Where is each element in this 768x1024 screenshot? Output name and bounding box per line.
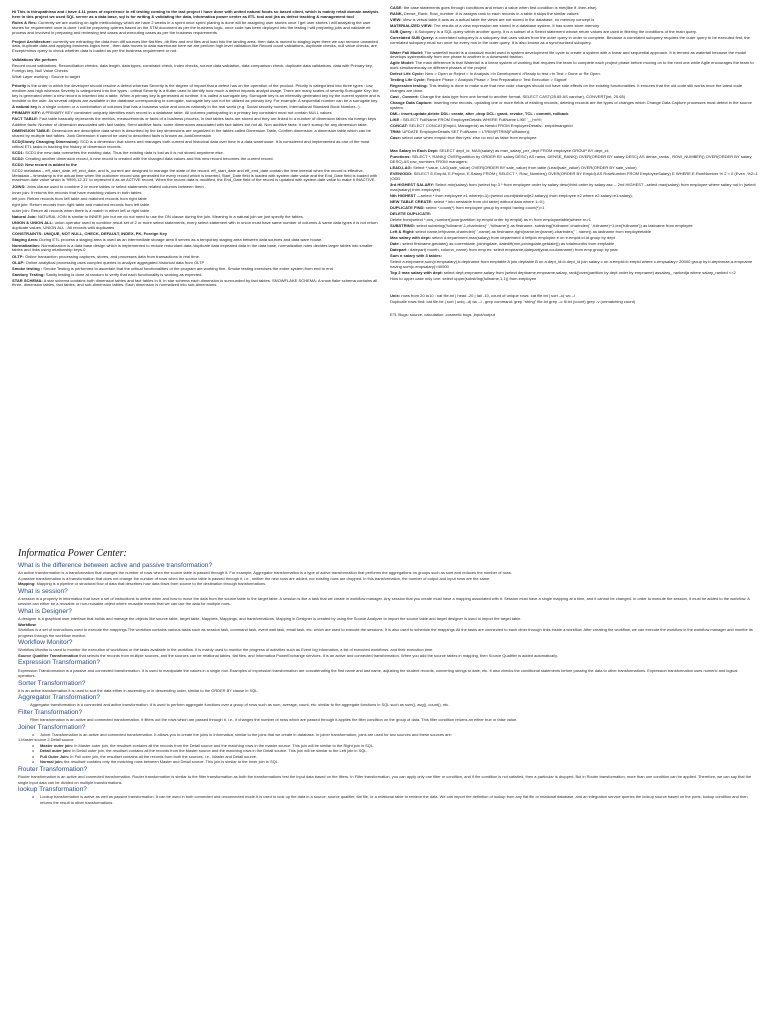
paragraph <box>390 183 758 193</box>
list-item <box>40 732 753 738</box>
paragraph-heading: Smoke testing : <box>12 265 43 271</box>
list-item-text: the resultset contains only the matching rows between Master and Detail source. This join is similar to the inner join in SQL. <box>62 759 279 765</box>
paragraph <box>12 129 380 139</box>
paragraph-text: select *,count(*) from employee group by empid having count(*)>1 <box>425 205 545 211</box>
paragraph-text: select * into newtable from old table( without data where 1=0;) <box>433 199 545 204</box>
paragraph-text: —select * from employee e1 where(n-1)=(select count(distinct(e2.salary)) from employee e2 where e2.salary>e1.salary); <box>416 192 633 198</box>
paragraph-heading: STAR SCHEMA: <box>12 277 43 283</box>
paragraph-heading: DELETE DUPLICATE: <box>390 211 432 217</box>
question-heading: Joiner Transformation? <box>18 723 86 731</box>
paragraph-heading: OLTP: <box>12 253 24 259</box>
paragraph <box>390 206 758 211</box>
paragraph-heading: Functions: <box>390 154 411 160</box>
paragraph-text: UPDATE EmployeeDetails SET FullName = LTRIM(RTRIM(FullName)); <box>402 129 531 135</box>
list-item-heading: Master outer join: <box>40 742 74 748</box>
paragraph <box>12 75 380 80</box>
paragraph-heading: LEAD,LAG: <box>390 165 413 171</box>
paragraph-text: Record count validations, Reconciliation checks, data length, data types, constraint check, index checks, source data validation, data comparison check, duplicate data validations, data with Primary key, Foreign key, Null Value Checks <box>12 63 373 74</box>
paragraph-heading: Roles & Res: <box>12 19 37 25</box>
question-heading: Expression Transformation? <box>18 659 101 667</box>
paragraph-text: Creating another dimension record, A new record is created with the changed data values and this new record becomes the current record. <box>25 155 274 161</box>
paragraph <box>18 581 753 587</box>
paragraph-text: New > Open or Reject > In Analysis >In Development >Ready to test >In Test > Done or Re Open. <box>425 71 601 77</box>
paragraph-heading: Defect Life Cycle: <box>390 71 424 77</box>
paragraph <box>390 248 758 253</box>
paragraph <box>390 61 758 71</box>
paragraph-text: View is virtual table it acts as a actual table the views are not stored in the database, no memory concept is <box>402 17 595 23</box>
list-item-text: In Detail outer join, the resultset contains all the records from the Master source and the matching rows in the Detail source. This join will be similar to the Left join in SQL. <box>71 748 368 754</box>
paragraph-heading: Max salary with dept: <box>390 235 431 241</box>
informatica-body <box>18 562 753 805</box>
paragraph-heading: PRIMARY KEY: <box>12 109 41 115</box>
paragraph-heading: Staging Area: <box>12 236 39 242</box>
paragraph <box>12 21 380 36</box>
paragraph: A passive transformation is a transformation that does not change the number of rows when the source table is passed through it, i.e., neither the new rows are added, nor existing rows are dropped. In this transformation, the number of output and input rows are the same. <box>18 575 491 581</box>
paragraph <box>390 36 758 46</box>
paragraph <box>390 51 758 61</box>
list-item-text: Lookup transformation is active as well as passive transformation. It can be used in both connected and unconnected mode.It is used to look up the data in a source, source qualifier, flat file, or a relational table to retrieve the data. We can import the definition of lookup from any flat file or relational database, and an integration service queries the lookup source based on the ports, lookup condition and then returns the result to other transformations. <box>40 794 748 805</box>
paragraph-text: NATURAL JOIN is similar to INNER join but we do not need to use the ON clause during the join. Meaning in a natural join we just specify the tables. <box>37 213 304 219</box>
paragraph <box>390 313 758 318</box>
paragraph-text: Joins clause used to combine 2 or more tables or select statements related columns between them . <box>26 183 206 189</box>
list-item-heading: Normal join: <box>40 759 63 765</box>
paragraph-text: Inner join: It returns the records that have matching values in both tables <box>12 189 142 195</box>
paragraph: A designer is a graphical user interface that builds and manage the objects like source table, target table, Mapplets, Mappings, and transformations. Mapping in Designer is created by using the Source Analyzer to import the source table and target designer is used to import the target table. <box>18 616 522 622</box>
paragraph: Workflow Monitor is used to monitor the execution of workflows or the tasks available in the workflow. It is mainly used to monitor the progress of activities such as Event log information, a list of executed workflows, and their execution time. <box>18 647 434 653</box>
paragraph-text: select name,left(name,charindex(' ',name) as firstname,right(name,len(name)-charindex(' ', name)) as lastname from employeetable <box>415 229 652 235</box>
paragraph-text: SCD is a dimension that stores and manages both current and historical data over time in a data warehouse. It is considered and implemented as one of the most critical ETL tasks in tracking the history of dimension records. <box>12 138 370 149</box>
paragraph-heading: SCD2: New record is added to the <box>12 161 77 167</box>
paragraph-text: select d.department,max(salary) from department d leftjoin employee e on e.empid=d.id group by dept <box>432 235 615 241</box>
paragraph-heading: FACT TABLE: <box>12 115 39 121</box>
paragraph-heading: UNION & UNION ALL: <box>12 219 54 225</box>
paragraph <box>12 279 380 289</box>
paragraph-text: Require Phase > Analysis Phase > Test Preparation> Test Execution > Signoff <box>426 77 567 83</box>
paragraph-heading: JOINS: <box>12 183 26 189</box>
question-heading: Sorter Transformation? <box>18 679 86 687</box>
paragraph-text: SCD1 the new data overwrites the existing data. Thus the existing data is lost as it is not stored anywhere else. <box>25 149 224 155</box>
paragraph-text: union operator used to combine result set of 2 or more select statements, every select statement with in union must have same number of columns & same data types it is not return duplicate values, UNION ALL : All records with duplicates <box>12 219 378 230</box>
paragraph-heading: Agile Model: <box>390 60 415 66</box>
paragraph-text: SELECT FullName FROM EmployeeDetails WHERE FullName LIKE '__hn%'; <box>402 117 543 123</box>
paragraph-heading: Date : <box>390 241 402 247</box>
paragraph-text: SELECT dept_id, MAX(salary) as max_salary_per_dept FROM employee GROUP BY dept_id; <box>439 148 609 154</box>
paragraph-text: the case statements goes through conditions and return a value when first condition is met(like if -then-else) <box>403 6 597 10</box>
bullet-list <box>18 794 753 805</box>
paragraph <box>12 244 380 254</box>
paragraph-heading: CONCAT: <box>390 123 408 129</box>
paragraph-heading: Change Data Capture: <box>390 100 433 106</box>
paragraph-text: SELECT *, RANK() OVER(partition by ORDER BY salary DESC) AS ranks, DENSE_RANK() OVER(ORDER BY salary DESC) AS dense_ranks , ROW_NUMBER() OVER(ORDER BY salary DESC) AS row_numbers FROM managers; <box>390 154 752 165</box>
paragraph: An active transformation is a transformation that changes the number of rows when the source table is passed through it. For example, Aggregator transformation is a type of active transformation that performs the aggregations on groups such as sum and reduces the number of rows. <box>18 570 512 576</box>
paragraph-heading: RANK, <box>390 11 403 17</box>
paragraph-heading: Max Salary in Each Dept: <box>390 148 439 154</box>
paragraph-text: Online analytical processing uses complex queries to analyze aggregated historical data from OLTP <box>25 259 205 265</box>
paragraph-text: Smoke Testing is performed to ascertain that the critical functionalities of the program are working fine. Smoke testing exercises the entire system from end to end <box>43 265 333 271</box>
paragraph-text: Select a.empname,sum(c.empsalary),b.deptname from emptable A join deptable B on a.dept_id=b.dept_id join salary c on a.empid=b.empid where c.empsalary> 20000 group by b.deptnmae,a.empname having sum(c.empsalary)>40000 <box>390 259 753 270</box>
paragraph-heading: CONSTRAINTS: UNIQUE, NOT NULL, CHECK, DEFAULT, INDEX, PK, Foreign Key <box>12 230 168 236</box>
paragraph-text: Select *,value, LAG(sale_value) OVER(ORDER BY sale_value) from table (Lead(sale_value) OVER(ORDER BY sale_value) <box>413 165 637 171</box>
paragraph <box>18 653 753 659</box>
paragraph-text: select firstname,getdate() as currentdate ,joiningdate, datediff(mm,joiningdate,getdate()) as totalmonths from emptable <box>402 241 615 247</box>
paragraph-text: outer join: Return all records when there is a match in either left or right table <box>12 207 150 213</box>
paragraph <box>12 40 380 55</box>
paragraph-text: select substring('fullname',1,charindex(' ','fullname')) as firstname, substring('fullname',charindex(' ',fullname)+1,len('fullname')) as lastname from employee <box>416 223 693 229</box>
paragraph-heading: Left & Right: <box>390 229 415 235</box>
paragraph-text: currently we extracting the data from diff sources like flat files ,db files and xml files and load into the landing area, then data is moved to staging layer there we can remove unwanted data, duplicate data and applying business logics here , then data moves to data warehouse here we are perform high level validation like Record count validations, duplicate checks, null value checks, are Except/minus query to check whether data is loaded as per the business requirement or not. <box>12 38 378 54</box>
list-item <box>40 759 753 765</box>
paragraph <box>12 84 380 103</box>
paragraph-heading: MATERIALIZED VIEW: <box>390 23 433 29</box>
paragraph <box>12 140 380 150</box>
resume-notes-column <box>12 10 380 538</box>
paragraph-heading: Top 2 max salary with dept: <box>390 270 443 276</box>
paragraph-text: How to upper case only one: select upper(substring(fullname,1,1)) from employee <box>390 276 537 282</box>
paragraph <box>12 221 380 231</box>
paragraph-text: SELECT E.EmpId, E.Project, E.Salary FROM ( SELECT *, Row_Number() OVER(ORDER BY EmpId) AS RowNumber FROM EmployeeSalary) E WHERE E.RowNumber % 2 = 0 (Even ,%2=1 )ODD <box>390 171 758 182</box>
paragraph-heading: Project Architecture: <box>12 38 52 44</box>
paragraph-text: Currently we are working on agile methodology which we have 2 weeks in a sprint once sprint planing is done will be assigning user stories once I get user stories I will analyzing the user stories for requirement once is done I will be preparing queries based on the STM document as per the business logic, once code has been deployed into the testing I will preparing jobs and validate etl process and involved in preparing and reviewing test cases and executing cases as per the business requirements. <box>12 19 371 35</box>
paragraph-text: What Layer working : Source to target <box>12 74 80 80</box>
paragraph-heading: LIKE : <box>390 117 402 123</box>
paragraph <box>12 10 380 20</box>
paragraph: Workflow is a set of instructions used to execute the mappings.The workflow contains various tasks such as session task, command task, event wait task, email task, etc. which are used to execute the sessions. It is also used to schedule the mappings.All the tasks are connected to each other through links inside a workflow. After creating the workflow, we can execute the workflow in the workflow manager and monitor its progress through the workflow monitor. <box>18 627 753 638</box>
paragraph <box>390 260 758 270</box>
paragraph-text: that selects the records from multiple sources, and the sources can be relational tables, flat files, and Informatica PowerExchange services. It is an active and connected transformation. When you add the source tables in mapping, then Source Qualifier is added automatically. <box>78 652 558 658</box>
paragraph-heading: Case: <box>390 135 402 141</box>
paragraph-text: A PRIMARY KEY constraint uniquely identifies each record in a database table. All columns participating in a primary key constraint must not contain NULL values <box>41 109 332 115</box>
bullet-list <box>18 732 753 738</box>
question-heading: What is Designer? <box>18 607 72 615</box>
section-heading: Workflow <box>18 621 36 627</box>
paragraph-heading: DUPLICATE FIND: <box>390 205 425 211</box>
bullet-list <box>18 743 753 765</box>
question-heading: What is the difference between active and passive transformation? <box>18 562 213 569</box>
paragraph-heading: Natural Join: <box>12 213 37 219</box>
question-heading: Workflow Monitor? <box>18 639 73 647</box>
paragraph: Router transformation is an active and connected transformation. Router transformation is similar to the filter transformation as both the transformations test the input data based on the filters. In Filter transformation, you can apply only one filter or condition, and if the condition is not satisfied, then a particular is dropped. But in Router transformation, more than one condition can be applied. Therefore, we can say that the single input data can be divided on multiple transformations. <box>18 774 752 785</box>
paragraph: 1.Master source 2.Detail source <box>18 737 74 743</box>
paragraph-heading: CASE: <box>390 6 403 10</box>
paragraph-text: datepart( month, column_name) from emp ex: select empname,datepart(year,coulumname) from emp group by year <box>410 247 618 253</box>
paragraph-text: Normalization is a data base design which is implemented to reduce redundant data /duplicate data /repeated data in the data base, normalization rules decides larger tables into smaller tables and links using relationship keys.0 <box>12 242 373 253</box>
paragraph-text: a correlated subquery is a subquery that uses values from the outer query in order to complete. Because a correlated subquery requires the outer query to be executed first, the correlated subquery must run once for every row in the outer query. It is also known as a synchronized subquery. <box>390 35 750 45</box>
paragraph-text: A star schema contains both dimension tables and fact tables in it. In star schema each dimension is surrounded by fact tables. SNOWFLAKE SCHEMA: A snow flake schema contains all three- dimension tables, fact tables, and sub-dimension tables. Each dimension is normalized into sub-dimensions. <box>12 277 378 288</box>
paragraph-heading: Validations We perform <box>12 57 57 63</box>
paragraph-heading: DML: insert,update,delete DDL: create, alter ,drop DCL: grant, revoke, TCL : commit, rollback <box>390 111 569 117</box>
paragraph-text: The main difference is that Waterfall is a linear system of working that requires the team to complete each project phase before moving on to the next one while Agile encourages the team to work simultaneously on different phases of the project <box>390 60 754 71</box>
paragraph-heading: A natural key <box>12 103 38 109</box>
paragraph-text: select case when empid=true then'yes' else no end as false from employee <box>402 135 537 141</box>
indented-paragraph: Aggregator transformation is a connected and active transformation. It is used to perform aggregate functions over a group of rows such as sum, average, count, etc. similar to the aggregate functions in SQL such as sum(), avg(), count(), etc. <box>30 702 450 708</box>
paragraph-text: Hi This is thirupathirao and I have 4.11 years of experience in etl testing coming to the last project I have done with united natural foods so based client, which is mainly retail domain analysis here in this project we used SQL server as a data base, sql is for writing & validating the data, informatica power center as ETL tool and jira as defect tracking & management tool <box>12 10 379 19</box>
paragraph-text: rows from 20 to10 : cat file.txt | head -20 | tail -10, count of unique rows: cat file.txt | sort –u| wc –l <box>401 292 575 298</box>
paragraph-text: ETL Bugs: source, calculation ,cosmetic bugs ,input/output <box>390 311 495 317</box>
paragraph <box>390 101 758 111</box>
paragraph-heading: Normalization: <box>12 242 41 248</box>
paragraph-text: Online transaction processing captures, stores, and processes data from transactions in real time. <box>24 253 200 259</box>
paragraph-heading: Source Qualifier Transformation <box>18 652 79 658</box>
paragraph-text: SCD2 metadata – eff_start_date, eff_end_date, and is_current are designed to manage the state of the record. eff_start_date and eff_end_date contain the time interval when the record is effective. Metadata – timestamp is the actual time when the customer record was generated for every record which is inserted, Start_Date field is loaded with system date value and the End_Date field is loaded with maximum date value which is '9999-12-31' to represent it as an ACTIVE record. When the record data is modified, the End_Date field of the record is updated with system date value to make it INACTIVE. <box>12 167 378 183</box>
paragraph-text: Delete from(select *,row_number()over(partition by empid order by empid) as rn from employeetable)where rn>1 <box>390 217 591 223</box>
paragraph-heading: SUBSTRING: <box>390 223 416 229</box>
list-item-heading: Detail outer join: <box>40 748 72 754</box>
paragraph-text: right join: Return records from right table and matched records from left table <box>12 201 150 207</box>
informatica-title: Informatica Power Center: <box>18 548 127 559</box>
paragraph-heading: SCD2: <box>12 155 25 161</box>
paragraph-heading: Priority <box>12 83 27 89</box>
paragraph-heading: Unix: <box>390 292 401 298</box>
paragraph-heading: Nth HIGHEST <box>390 192 416 198</box>
paragraph-heading: Datepart : <box>390 247 409 253</box>
paragraph-heading: NEW TABLE CREATE: <box>390 199 433 204</box>
paragraph-heading: OLAP: <box>12 259 25 265</box>
paragraph-text: Dimensions are descriptive data which is described by the key dimensions are organized in the tables called Dimension Table, Confirm dimension: a dimension table which can be shared by multiple fact tables. Junk Dimension it cannot be used to described facts is known as JunkDimension <box>12 127 371 138</box>
paragraph-heading: TRIM: <box>390 129 402 135</box>
question-heading: Filter Transformation? <box>18 708 83 716</box>
paragraph-text: is the order in which the developer should resolve a defect whereas Severity is the degree of impact that a defect has on the operation of the product. Priority is categorized into three types : low, medium and high whereas Severity is categorized into five types : critical Severity is a flutter used to identify how much a defect impacts analyst usage. There are many scales of severity.Surrogate Key: the key is generated when a new record is inserted into a table. When a primary key is generated at runtime, it is called a surrogate key. Surrogate key is an internally generated key by the current system and is invisible to the user. As several objects are available in the database corresponding to surrogate, surrogate key can not be utilized as primary key. For example: A sequential number can be a surrogate key. <box>12 83 380 103</box>
paragraph-text: select dept,empname,salary from (select deptname,empname,salary, rank()over(partition by dept order by empname) assalary_ rankedja where salary_ranked <=2 <box>443 270 736 276</box>
list-item <box>40 794 753 805</box>
paragraph-text: This testing is done to make sure that new code changes should not have side effects on the existing functionalities. It ensures that the old code still works once the latest code changes are done. <box>390 83 743 94</box>
paragraph <box>390 300 758 305</box>
list-item-text: In Master outer join, the resultset contains all the records from the Detail source and the matching rows in the master source. This join will be similar to the Right join in SQL. <box>73 742 375 748</box>
paragraph-heading: SCD(Slowly Changing Dimension): <box>12 138 79 144</box>
paragraph-heading: Sum n salary with 3 tables: <box>390 253 442 259</box>
paragraph: It is an active transformation.It is used to sort the data either in ascending or in descending order, similar to the ORDER BY clause in SQL. <box>18 687 259 693</box>
sql-notes-column <box>390 6 758 492</box>
paragraph-heading: Sanitory Testing: <box>12 271 45 277</box>
indented-paragraph: Filter transformation is an active and connected transformation. It filters out the rows which are passed through it, i.e., it changes the number of rows which are passed through it.applies the filter condition on the group of data. This filter condition returns an either true or false value. <box>30 717 518 723</box>
paragraph-text: Change the data type from one format to another format. SELECT CAST(25.65 AS varchar), CONVERT(int, 25.65) <box>419 94 626 100</box>
paragraph-text: Select min(salary) from (select top 3 * from employee order by salary desc)third order by salary asc -- 2nd HIGHEST –select max(salary) from employee where salary not in (select max(salary) from employee) <box>390 182 756 192</box>
paragraph-text: SELECT CONCAT(EmpId, ManagerId) as NewId FROM EmployeeDetails;- empidmangerid <box>409 123 573 129</box>
paragraph <box>390 277 758 282</box>
paragraph <box>12 64 380 74</box>
paragraph-text: Mapping is a pipeline or structural flow of data that describes how data flows from source to the destination through transformations. <box>35 581 267 587</box>
paragraph-heading: DIMENSION TABLE: <box>12 127 51 133</box>
paragraph-text: Inserting new records, updating one or more fields of existing records, deleting records are the types of changes which Change Data Capture processes must detect in the source system. <box>390 100 752 111</box>
question-heading: What is session? <box>18 587 68 595</box>
paragraph-text: The results of a view expression are stored in a database system. It has some store memory <box>433 23 600 29</box>
paragraph-heading: Water Fall Model: <box>390 49 424 55</box>
paragraph-heading: 3rd HIGHEST SALARY: <box>390 182 435 188</box>
paragraph-text: Sanity testing is done at random to verify that each functionality is working as expected. <box>45 271 203 277</box>
paragraph <box>390 172 758 182</box>
paragraph-heading: VIEW: <box>390 17 402 23</box>
paragraph <box>390 136 758 141</box>
paragraph <box>390 84 758 94</box>
question-heading: Router Transformation? <box>18 765 88 773</box>
paragraph-heading: Cast , Convert: <box>390 94 419 100</box>
paragraph-heading: Mapping: <box>18 581 36 587</box>
question-heading: Aggregator Transformation? <box>18 694 101 702</box>
paragraph: Expression Transformation is a passive and connected transformation. It is used to manipulate the values in a single row. Examples of expression transformation are concatenating the first name and last name, adjusting the student records, converting strings to date, etc. It also checks the conditional statements before passing the data to other transformations. Expression transformation uses numeric and logical operators. <box>18 667 738 679</box>
paragraph: A session is a property in Informatica that have a set of instructions to define when and how to move the data from the source table to the target table. A session is like a task that we create in workflow manager. Any session that you create must have a mapping associated with it. Session must have a single mapping at a time, and it cannot be changed. In order to execute the session, it must be added to the workflow. A session can either be a reusable or non-reusable object where reusable means that we can use the data for multiple rows. <box>18 595 750 607</box>
paragraph-heading: SCD1: <box>12 149 25 155</box>
paragraph-heading: Regression testing: <box>390 83 428 89</box>
paragraph-heading: Testing Life Cycle: <box>390 77 426 83</box>
paragraph-text: The waterfall model is a classical model used in system development life cycle to create a system with a linear and sequential approach. It is termed as waterfall because the model develops systematically from one phase to another in a downward fashion. <box>390 49 747 60</box>
paragraph-heading: EVEN/ODD: <box>390 171 413 177</box>
paragraph <box>390 155 758 165</box>
list-item-heading: Full Outer Join: <box>40 753 70 759</box>
paragraph <box>12 169 380 184</box>
paragraph-text: Fact table basically represents the metrics, measurements or facts of a business process, In fact tables facts are stored and they are linked to a number of dimension tables via foreign keys <box>39 115 377 121</box>
question-heading: lookup Transformation? <box>18 786 87 794</box>
paragraph-text: During ETL process a staging area is used as an intermediate storage area it serves as a temporary staging area between data sources and data ware house. <box>39 236 323 242</box>
paragraph-text: Additive facts: Number of dimension associated with fact tables, Semi additive facts: some dimensions associated with fact tables but not all. Non additive facts: it can't sumup for any dimension table. <box>12 121 368 127</box>
paragraph-text: is a single column or a combination of columns that has a business value and occurs naturally in the real world (e.g. Social security number, International Standard Book Number...). <box>38 103 361 109</box>
informatica-section <box>18 548 753 1020</box>
paragraph-text: left join: Return records from left table and matched records from right table <box>12 195 147 201</box>
paragraph-heading: SUB Query : <box>390 29 414 35</box>
paragraph-heading: Correlated SUB Query: <box>390 35 435 41</box>
paragraph-text: Duplicate rows find: cat file.txt | sort | uniq –d| wc –l , grep command: grep "string" file.txt grep –c fil.txt (count) grep -v (unmatching count) <box>390 298 636 304</box>
list-item-text: Joiner Transformation is an active and connected transformation. It allows you to create the joins in Informatica, similar to the joins that we create in database. In joiner transformation, joins are used for two sources and these sources are: <box>40 731 452 737</box>
paragraph-text: A Subquery is a SQL query within another query. It is a subset of a Select statement whose return values are used in filtering the conditions of the main query. <box>414 29 697 35</box>
list-item-text: In Full outer join, the resultset contains all the records from both the sources, i.e., Master and Detail source. <box>69 753 258 759</box>
paragraph-text: Dense_Rank, Row_number :It is assigns rank to each records in a table it skips the similar values <box>403 11 579 17</box>
